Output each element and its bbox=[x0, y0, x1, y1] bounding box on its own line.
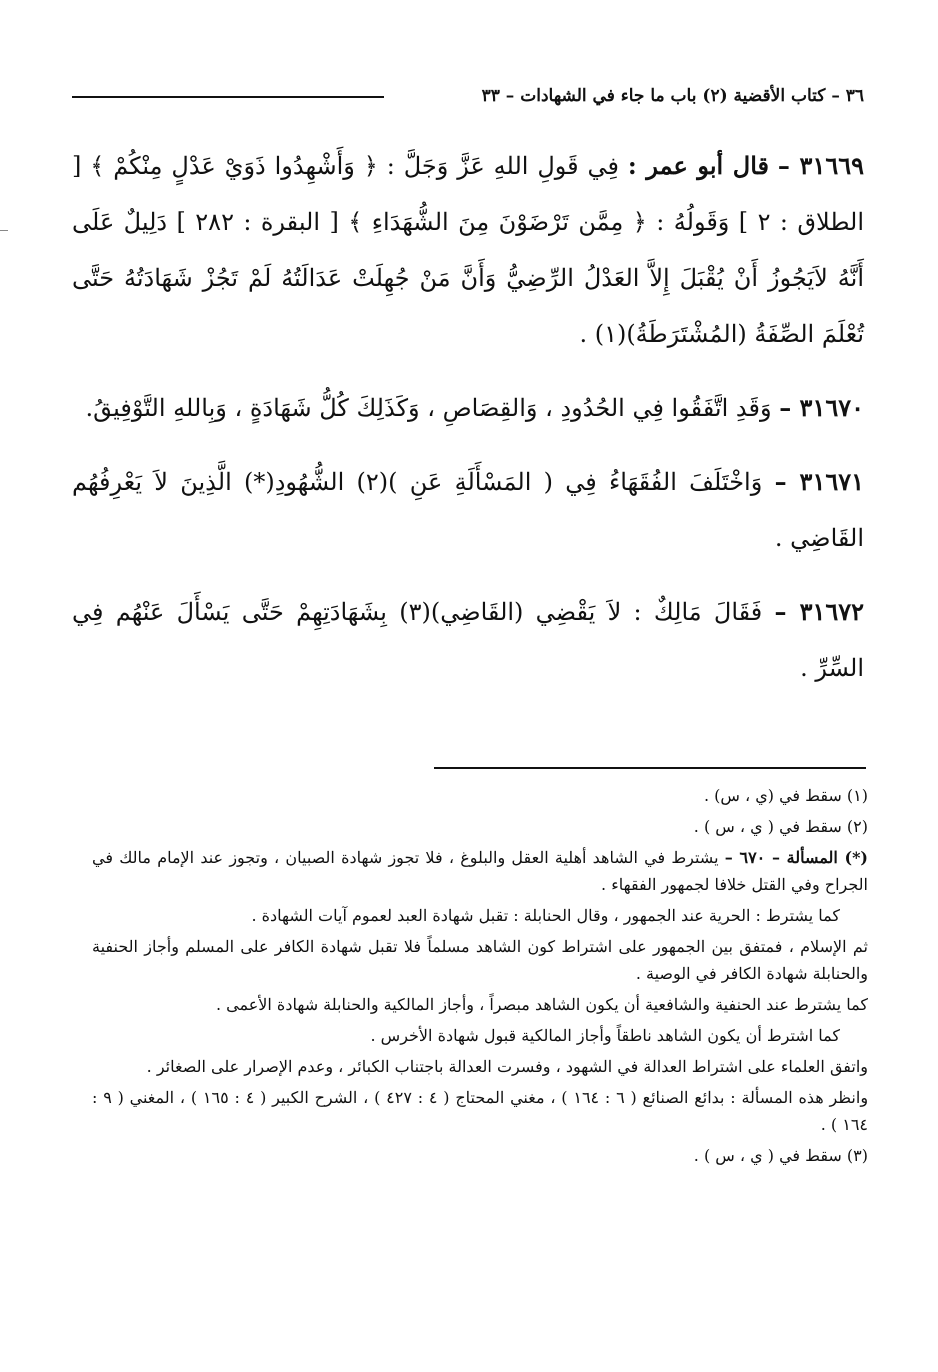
margin-mark bbox=[0, 230, 8, 231]
paragraph-text: فَقَالَ مَالِكٌ : لاَ يَقْضِي (القَاضِي)(٣) بِشَهَادَتِهِمْ حَتَّى يَسْأَلَ عَنْهُم فِي السِّرِّ . bbox=[72, 598, 864, 682]
footnote-star-line: كما اشترط أن يكون الشاهد ناطقاً وأجاز المالكية قبول شهادة الأخرس . bbox=[370, 1026, 840, 1045]
footnote-star-line: كما يشترط عند الحنفية والشافعية أن يكون الشاهد مبصراً ، وأجاز المالكية والحنابلة شهادة الأعمى . bbox=[215, 995, 868, 1014]
paragraph-number: ٣١٦٦٩ – bbox=[777, 151, 864, 180]
paragraph-31670 bbox=[72, 380, 864, 436]
footnote-1: (١) سقط في (ي ، س) . bbox=[703, 786, 868, 805]
footnote-star-text: يشترط في الشاهد أهلية العقل والبلوغ ، فلا تجوز شهادة الصبيان ، وتجوز عند الإمام مالك في الجراح وفي القتل خلافا لجمهور الفقهاء . bbox=[92, 848, 868, 894]
footnote-separator bbox=[434, 767, 866, 769]
running-header bbox=[72, 84, 864, 118]
footnote-star bbox=[92, 844, 868, 1138]
paragraph-number: ٣١٦٧٠ – bbox=[779, 393, 864, 422]
paragraph-text: فِي قَولِ اللهِ عَزَّ وَجَلَّ : ﴿ وَأَشْهِدُوا ذَوَيْ عَدْلٍ مِنْكُمْ ﴾ [ الطلاق : ٢ ] وَقَولُهُ : ﴿ مِمَّن تَرْضَوْنَ مِنَ الشُّهَدَاءِ ﴾ [ البقرة : ٢٨٢ ] دَلِيلٌ عَلَى أَنَّهُ لاَيَجُوزُ أَنْ يُقْبَلَ إِلاَّ العَدْلُ الرِّضِيُّ وَأَنَّ مَنْ جُهِلَتْ عَدَالَتُهُ لَمْ تَجُزْ شَهَادَتُهُ حَتَّى تُعْلَمَ الصِّفَةُ (المُشْتَرَطَةُ)(١) . bbox=[72, 152, 864, 348]
footnote-2: (٢) سقط في ( ي ، س ) . bbox=[693, 817, 868, 836]
paragraph-number: ٣١٦٧٢ – bbox=[774, 597, 865, 626]
footnote-3: (٣) سقط في ( ي ، س ) . bbox=[693, 1146, 868, 1165]
paragraph-text: وَاخْتَلَفَ الفُقَهَاءُ فِي ( المَسْأَلَةِ عَنِ )(٢) الشُّهُودِ(*) الَّذِينَ لاَ يَعْرِفُهُم القَاضِي . bbox=[72, 468, 864, 552]
paragraph-31672 bbox=[72, 584, 864, 696]
footnote-star-line: واتفق العلماء على اشتراط العدالة في الشهود ، وفسرت العدالة باجتناب الكبائر ، وعدم الإصرار على الصغائر . bbox=[146, 1057, 868, 1076]
main-text bbox=[72, 138, 864, 714]
header-title: ٣٦ – كتاب الأقضية (٢) باب ما جاء في الشهادات – ٣٣ bbox=[481, 86, 864, 106]
footnote-star-label: (*) المسألة – ٦٧٠ – bbox=[724, 848, 869, 867]
footnote-star-line: كما يشترط : الحرية عند الجمهور ، وقال الحنابلة : تقبل شهادة العبد لعموم آيات الشهادة . bbox=[251, 906, 840, 925]
footnote-star-line: وانظر هذه المسألة : بدائع الصنائع ( ٦ : ١٦٤ ) ، مغني المحتاج ( ٤ : ٤٢٧ ) ، الشرح الكبير ( ٤ : ١٦٥ ) ، المغني ( ٩ : ١٦٤ ) . bbox=[92, 1088, 869, 1134]
paragraph-number: ٣١٦٧١ – bbox=[774, 467, 864, 496]
footnote-star-line bbox=[92, 844, 868, 898]
paragraph-31669 bbox=[72, 138, 864, 362]
paragraph-text: وَقَدِ اتَّفَقُوا فِي الحُدُودِ ، وَالقِصَاصِ ، وَكَذَلِكَ كُلُّ شَهَادَةٍ ، وَبِاللهِ التَّوْفِيقُ. bbox=[85, 394, 772, 422]
footnotes bbox=[92, 782, 868, 1173]
paragraph-31671 bbox=[72, 454, 864, 566]
footnote-star-line: ثم الإسلام ، فمتفق بين الجمهور على اشتراط كون الشاهد مسلماً فلا تقبل شهادة الكافر على المسلم وأجاز الحنفية والحنابلة شهادة الكافر في الوصية . bbox=[92, 937, 869, 983]
header-rule bbox=[72, 96, 384, 98]
paragraph-lead: قال أبو عمر : bbox=[627, 151, 770, 180]
